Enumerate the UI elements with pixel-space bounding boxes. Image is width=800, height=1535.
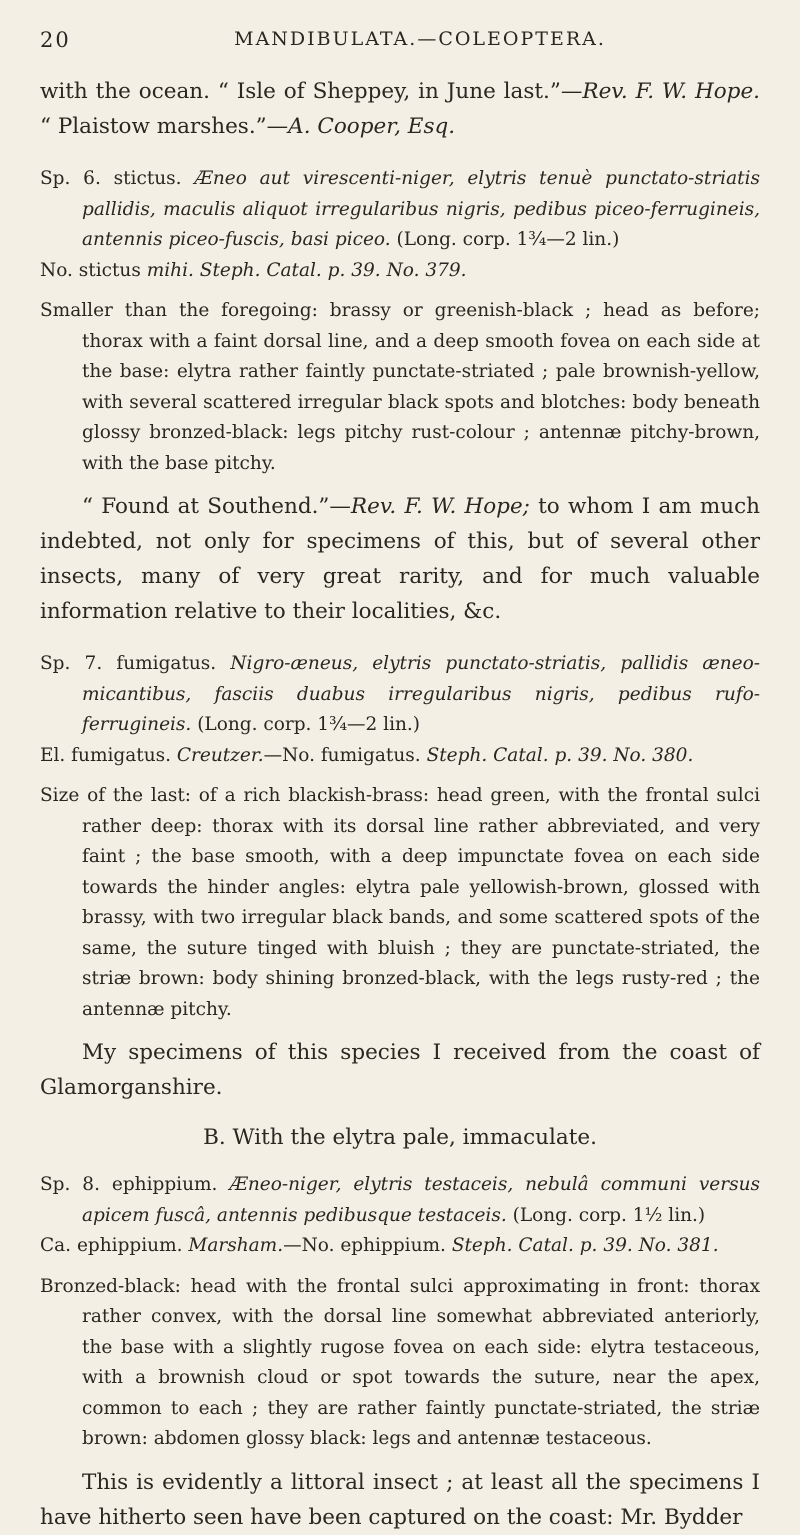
species-7-latin: Nigro-æneus, elytris punctato-striatis, pallidis æneo-micantibus, fasciis duabus irregularibus nigris, pedibus rufo-ferrugineis.: [82, 653, 760, 735]
species-8-note: This is evidently a littoral insect ; at least all the specimens I have hitherto seen have been captured on the coast: Mr. Bydder: [40, 1469, 760, 1530]
page-number: 20: [40, 28, 71, 52]
species-8-diagnosis: [40, 1170, 760, 1231]
species-8-latin: Æneo-niger, elytris testaceis, nebulâ communi versus apicem fuscâ, antennis pedibusque testaceis.: [82, 1174, 760, 1226]
species-6-diagnosis: [40, 164, 760, 256]
species-6-entry: [40, 164, 760, 629]
species-6-measure: (Long. corp. 1¾—2 lin.): [396, 229, 620, 250]
species-7-description: Size of the last: of a rich blackish-brass: head green, with the frontal sulci rather deep: thorax with its dorsal line rather abbreviated, and very faint ; the base smooth, with a deep impunctate fovea on each side towards the hinder angles: elytra pale yellowish-brown, glossed with brassy, with two irregular black bands, and some scattered spots of the same, the suture tinged with bluish ; they are punctate-striated, the striæ brown: body shining bronzed-black, with the legs rusty-red ; the antennæ pitchy.: [40, 785, 760, 1020]
species-7-diagnosis: [40, 649, 760, 741]
species-8-measure: (Long. corp. 1½ lin.): [512, 1204, 706, 1226]
species-6-label: Sp. 6. stictus.: [40, 168, 182, 189]
species-7-synonymy: El. fumigatus. Creutzer.—No. fumigatus. Steph. Catal. p. 39. No. 380.: [40, 744, 694, 766]
species-8-synonymy: Ca. ephippium. Marsham.—No. ephippium. Steph. Catal. p. 39. No. 381.: [40, 1235, 719, 1256]
species-8-label: Sp. 8. ephippium.: [40, 1174, 218, 1195]
species-7-label: Sp. 7. fumigatus.: [40, 653, 217, 674]
species-8-entry: [40, 1170, 760, 1535]
species-8-description: Bronzed-black: head with the frontal sulci approximating in front: thorax rather convex, with the dorsal line somewhat abbreviated anteriorly, the base with a slightly rugose fovea on each side: elytra testaceous, with a brownish cloud or spot towards the suture, near the apex, common to each ; they are rather faintly punctate-striated, the striæ brown: abdomen glossy black: legs and antennæ testaceous.: [40, 1275, 760, 1449]
running-title: MANDIBULATA.—COLEOPTERA.: [234, 28, 606, 50]
species-7-measure: (Long. corp. 1¾—2 lin.): [197, 714, 421, 735]
species-7-entry: [40, 649, 760, 1105]
species-6-description: Smaller than the foregoing: brassy or greenish-black ; head as before; thorax with a faint dorsal line, and a deep smooth fovea on each side at the base: elytra rather faintly punctate-striated ; pale brownish-yellow, with several scattered irregular black spots and blotches: body beneath glossy bronzed-black: legs pitchy rust-colour ; antennæ pitchy-brown, with the base pitchy.: [40, 300, 760, 474]
species-6-synonymy: No. stictus mihi. Steph. Catal. p. 39. No. 379.: [40, 259, 467, 281]
species-7-note: My specimens of this species I received from the coast of Glamorganshire.: [40, 1040, 760, 1100]
opening-paragraph: with the ocean. “ Isle of Sheppey, in June last.”—Rev. F. W. Hope. “ Plaistow marshes.”—A. Cooper, Esq.: [40, 79, 761, 139]
species-6-latin: Æneo aut virescenti-niger, elytris tenuè punctato-striatis pallidis, maculis aliquot irregularibus nigris, pedibus piceo-ferrugineis, antennis piceo-fuscis, basi piceo.: [82, 168, 760, 250]
species-6-note: “ Found at Southend.”—Rev. F. W. Hope; to whom I am much indebted, not only for specimens of this, but of several other insects, many of very great rarity, and for much valuable information relative to their localities, &c.: [40, 494, 760, 624]
section-b-heading: B. With the elytra pale, immaculate.: [203, 1125, 597, 1150]
running-head: [40, 28, 760, 64]
